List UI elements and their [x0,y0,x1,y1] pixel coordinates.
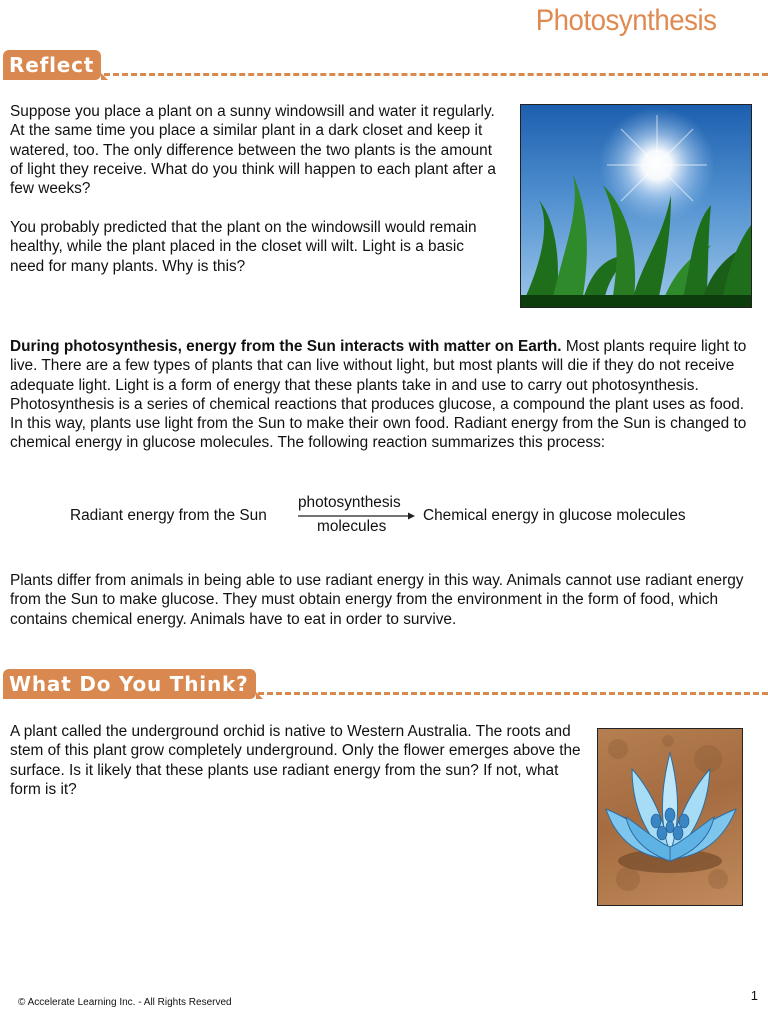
sun-corn-illustration [521,105,751,307]
reflect-paragraph-2: You probably predicted that the plant on the windowsill would remain healthy, while the plant placed in the closet will wilt. Light is a basic need for many plants. Why is this? [10,219,477,275]
equation-product: Chemical energy in glucose molecules [423,507,686,524]
page-title: Photosynthesis [535,4,716,37]
think-section-header [0,669,768,701]
section-divider [240,692,768,695]
reflect-paragraph-1: Suppose you place a plant on a sunny windowsill and water it regularly. At the same time you place a similar plant in a dark closet and keep it watered, too. The only difference between the two plants is the amount of light they receive. What do you think will happen to each plant after a few weeks? [10,103,496,198]
equation-reactant: Radiant energy from the Sun [70,507,267,524]
reflect-tab: Reflect [3,50,101,80]
section-divider [104,73,768,76]
reflect-section-header [0,50,768,82]
underground-orchid-photo [597,728,743,906]
reflect-paragraph-3 [10,337,758,453]
equation-below-arrow: molecules [317,518,387,535]
sun-corn-photo [520,104,752,308]
paragraph-body: Most plants require light to live. There are a few types of plants that can live without light, but most plants will die if they do not receive adequate light. Light is a form of energy that these plants take in and use to carry out photosynthesis. Photosynthesis is a series of chemical reactions that produces glucose, a compound the plant uses as food. In this way, plants use light from the Sun to make their own food. Radiant energy from the Sun is changed to chemical energy in glucose molecules. The following reaction summarizes this process: [10,338,747,452]
equation-above-arrow: photosynthesis [298,494,401,511]
page-number: 1 [750,988,758,1003]
key-concept-sentence: During photosynthesis, energy from the Sun interacts with matter on Earth. [10,338,562,355]
photosynthesis-equation [0,494,768,538]
reflect-paragraph-4: Plants differ from animals in being able to use radiant energy in this way. Animals cannot use radiant energy from the Sun to make glucose. They must obtain energy from the environment in the form of food, which contains chemical energy. Animals have to eat in order to survive. [10,572,744,628]
think-paragraph: A plant called the underground orchid is native to Western Australia. The roots and stem of this plant grow completely underground. Only the flower emerges above the surface. Is it likely that these plants use radiant energy from the sun? If not, what form is it? [10,723,581,798]
copyright-footer: © Accelerate Learning Inc. - All Rights Reserved [18,997,232,1008]
think-tab: What Do You Think? [3,669,256,699]
orchid-illustration [598,729,742,905]
